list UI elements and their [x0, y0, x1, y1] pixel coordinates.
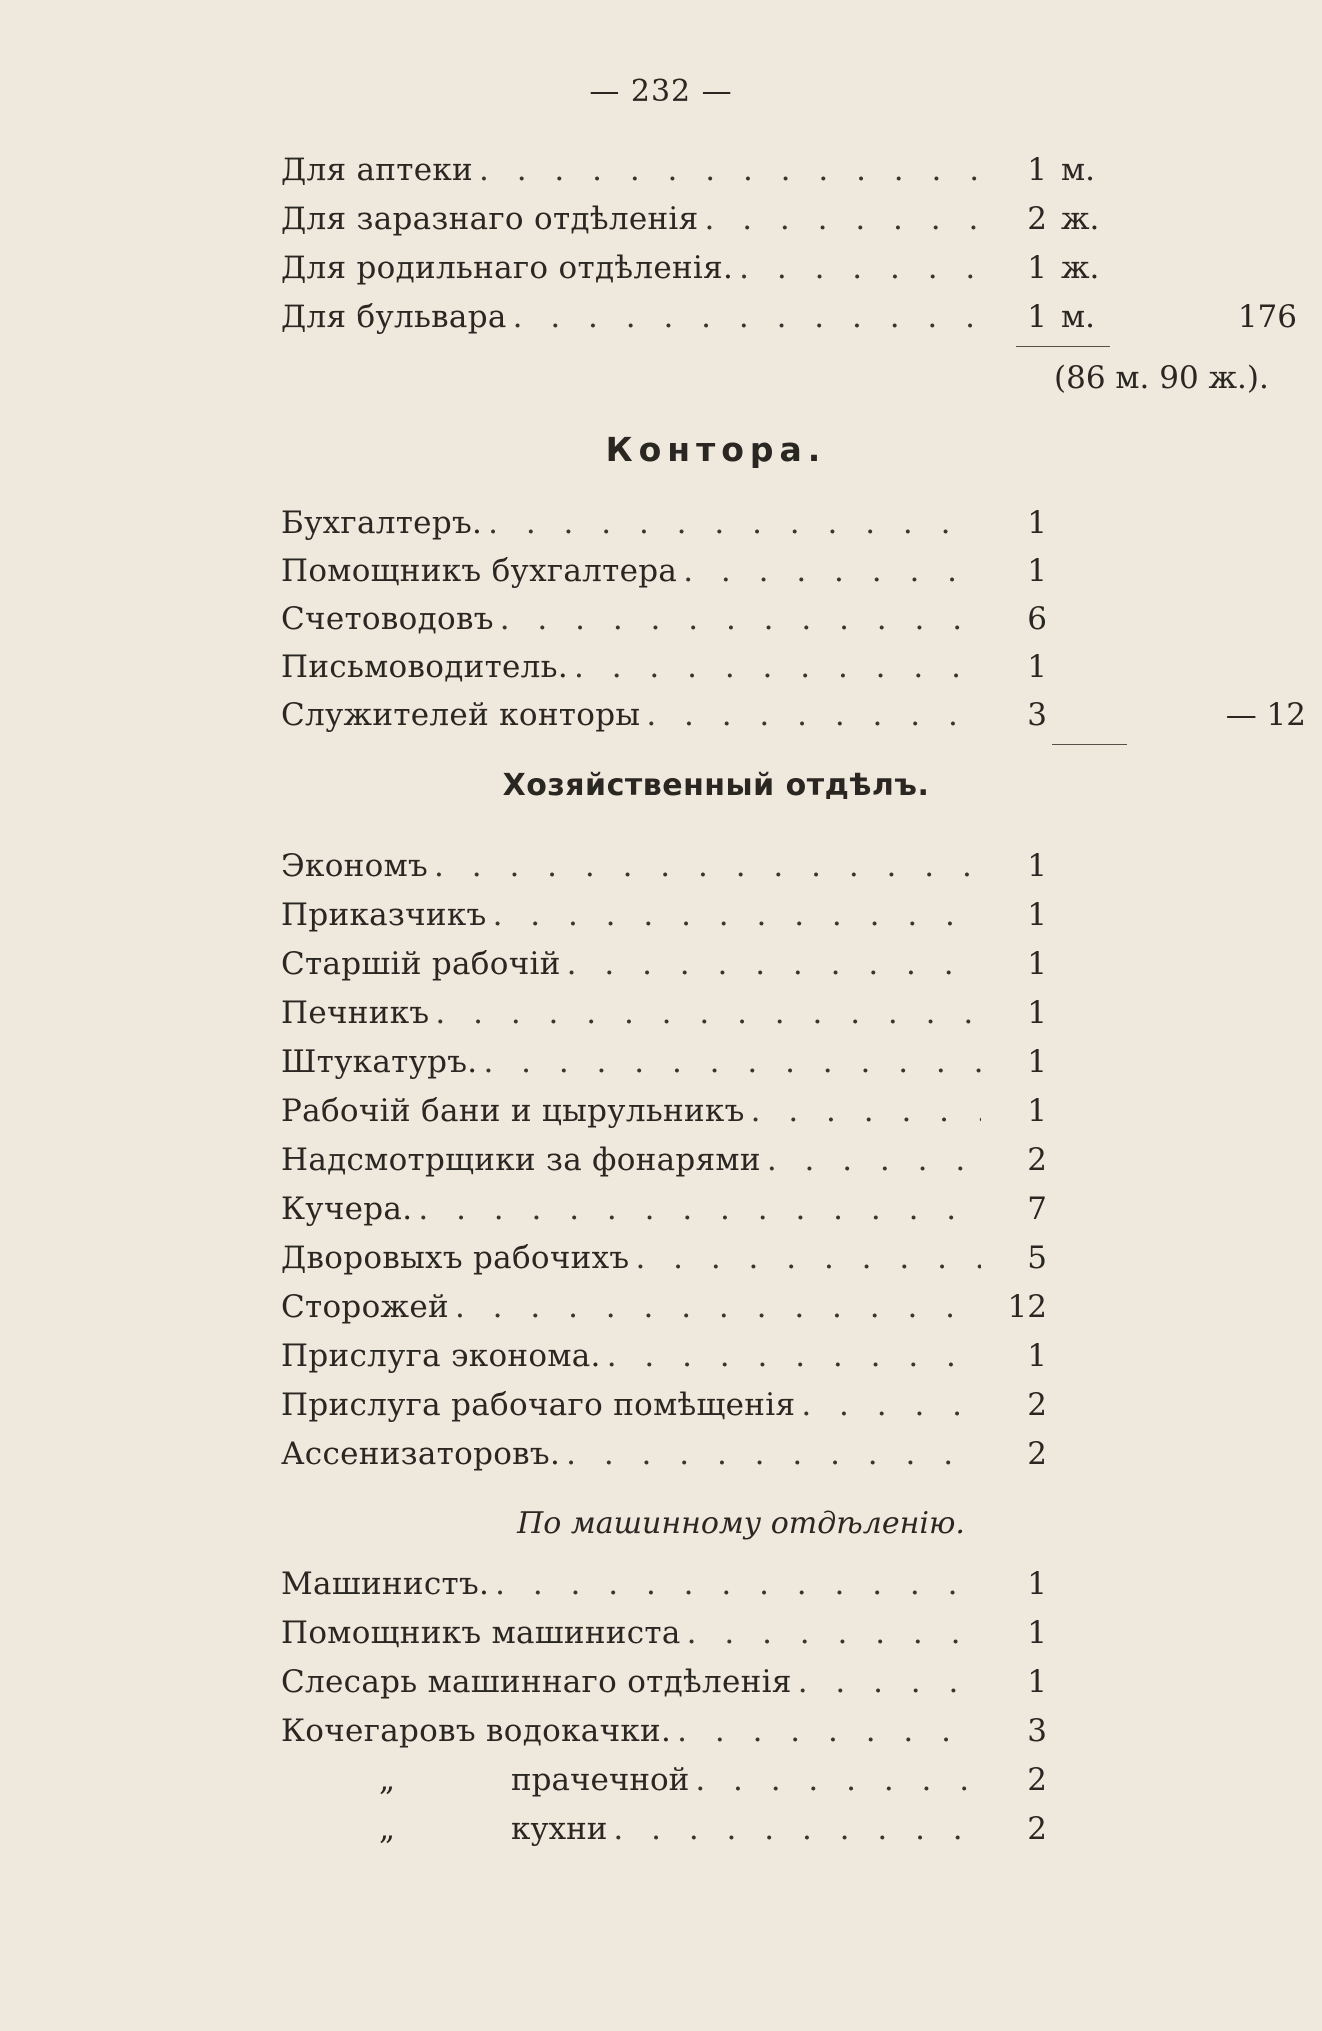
- item-label: кухни: [511, 1811, 608, 1847]
- list-item: [281, 299, 1297, 345]
- leader-dots: [479, 152, 981, 188]
- item-label: Прислуга эконома.: [281, 1338, 601, 1374]
- leader-dots: [683, 553, 981, 589]
- item-value: 1: [1027, 848, 1047, 884]
- page-number: — 232 —: [589, 74, 733, 109]
- leader-dots: [488, 505, 981, 541]
- leader-dots: [687, 1615, 981, 1651]
- list-item: [281, 1713, 1121, 1759]
- item-value: 2: [1027, 1436, 1047, 1472]
- item-value: 1: [1027, 897, 1047, 933]
- leader-dots: [513, 299, 981, 335]
- item-value: 2: [1027, 1811, 1047, 1847]
- item-value: 2: [1027, 201, 1047, 237]
- section-heading-khoz: Хозяйственный отдѣлъ.: [502, 768, 930, 803]
- item-value: 1: [1027, 995, 1047, 1031]
- item-label: Счетоводовъ: [281, 601, 494, 637]
- item-label: прачечной: [511, 1762, 690, 1798]
- leader-dots: [798, 1664, 981, 1700]
- leader-dots: [801, 1387, 981, 1423]
- item-label: Рабочій бани и цырульникъ: [281, 1093, 745, 1129]
- item-label: Штукатуръ.: [281, 1044, 478, 1080]
- list-item: [281, 1811, 1121, 1857]
- leader-dots: [646, 697, 981, 733]
- list-item: [281, 995, 1121, 1041]
- item-label: Помощникъ машиниста: [281, 1615, 681, 1651]
- item-value: 6: [1027, 601, 1047, 637]
- leader-dots: [767, 1142, 981, 1178]
- leader-dots: [751, 1093, 981, 1129]
- list-item: [281, 1387, 1121, 1433]
- leader-dots: [567, 946, 981, 982]
- item-unit: ж.: [1061, 201, 1100, 237]
- item-value: 1: [1027, 1664, 1047, 1700]
- list-item: [281, 697, 1306, 743]
- leader-dots: [493, 897, 981, 933]
- total-note: (86 м. 90 ж.).: [1054, 360, 1269, 396]
- item-label: Слесарь машиннаго отдѣленія: [281, 1664, 792, 1700]
- subtotal-rule: [1052, 744, 1127, 745]
- item-label: Надсмотрщики за фонарями: [281, 1142, 761, 1178]
- list-item: [281, 1240, 1121, 1286]
- ditto-mark: „: [379, 1762, 396, 1798]
- leader-dots: [435, 995, 981, 1031]
- item-label: Служителей конторы: [281, 697, 641, 733]
- list-item: [281, 601, 1121, 647]
- item-value: 1: [1027, 1093, 1047, 1129]
- list-item: [281, 946, 1121, 992]
- leader-dots: [695, 1762, 981, 1798]
- leader-dots: [635, 1240, 981, 1276]
- list-item: [281, 1338, 1121, 1384]
- leader-dots: [434, 848, 981, 884]
- item-label: Приказчикъ: [281, 897, 487, 933]
- item-label: Для бульвара: [281, 299, 507, 335]
- item-value: 1: [1027, 152, 1047, 188]
- leader-dots: [495, 1566, 981, 1602]
- item-value: 1: [1027, 1566, 1047, 1602]
- item-value: 1: [1027, 1044, 1047, 1080]
- item-label: Старшій рабочій: [281, 946, 561, 982]
- list-item: [281, 1191, 1121, 1237]
- item-label: Ассенизаторовъ.: [281, 1436, 561, 1472]
- list-item: [281, 1044, 1121, 1090]
- item-label: Печникъ: [281, 995, 430, 1031]
- list-item: [281, 152, 1121, 198]
- leader-dots: [483, 1044, 981, 1080]
- leader-dots: [739, 250, 981, 286]
- item-label: Кочегаровъ водокачки.: [281, 1713, 672, 1749]
- list-item: [281, 1762, 1121, 1808]
- leader-dots: [677, 1713, 981, 1749]
- item-label: Для аптеки: [281, 152, 473, 188]
- item-label: Для родильнаго отдѣленія.: [281, 250, 734, 286]
- list-item: [281, 1566, 1121, 1612]
- item-value: 1: [1027, 553, 1047, 589]
- item-value: 1: [1027, 946, 1047, 982]
- section-heading-kontora: Контора.: [605, 430, 827, 469]
- list-item: [281, 848, 1121, 894]
- item-value: 1: [1027, 1338, 1047, 1374]
- item-value: 7: [1027, 1191, 1047, 1227]
- item-value: 1: [1027, 1615, 1047, 1651]
- subtotal-value: 176: [1237, 299, 1297, 335]
- list-item: [281, 201, 1121, 247]
- leader-dots: [500, 601, 981, 637]
- item-value: 2: [1027, 1387, 1047, 1423]
- item-unit: м.: [1061, 152, 1095, 188]
- item-value: 2: [1027, 1762, 1047, 1798]
- item-label: Сторожей: [281, 1289, 449, 1325]
- item-value: 3: [1027, 697, 1047, 733]
- list-item: [281, 1289, 1121, 1335]
- list-item: [281, 1093, 1121, 1139]
- leader-dots: [613, 1811, 981, 1847]
- list-item: [281, 1142, 1121, 1188]
- item-value: 12: [1007, 1289, 1047, 1325]
- item-value: 1: [1027, 299, 1047, 335]
- leader-dots: [607, 1338, 981, 1374]
- item-label: Для заразнаго отдѣленія: [281, 201, 699, 237]
- list-item: [281, 1436, 1121, 1482]
- list-item: [281, 505, 1121, 551]
- subtotal-rule: [1016, 346, 1110, 347]
- leader-dots: [418, 1191, 981, 1227]
- section-heading-mash: По машинному отдѣленію.: [517, 1506, 965, 1541]
- item-label: Письмоводитель.: [281, 649, 568, 685]
- list-item: [281, 649, 1121, 695]
- list-item: [281, 897, 1121, 943]
- item-unit: ж.: [1061, 250, 1100, 286]
- list-item: [281, 1664, 1121, 1710]
- item-label: Экономъ: [281, 848, 429, 884]
- item-label: Помощникъ бухгалтера: [281, 553, 678, 589]
- ditto-mark: „: [379, 1811, 396, 1847]
- item-value: 1: [1027, 505, 1047, 541]
- item-value: 5: [1027, 1240, 1047, 1276]
- leader-dots: [455, 1289, 981, 1325]
- list-item: [281, 1615, 1121, 1661]
- item-label: Машинистъ.: [281, 1566, 490, 1602]
- subtotal-value: — 12: [1225, 697, 1306, 733]
- item-value: 1: [1027, 250, 1047, 286]
- item-label: Дворовыхъ рабочихъ: [281, 1240, 630, 1276]
- item-label: Кучера.: [281, 1191, 413, 1227]
- leader-dots: [574, 649, 981, 685]
- list-item: [281, 250, 1121, 296]
- leader-dots: [566, 1436, 981, 1472]
- item-value: 2: [1027, 1142, 1047, 1178]
- item-label: Бухгалтеръ.: [281, 505, 483, 541]
- item-label: Прислуга рабочаго помѣщенія: [281, 1387, 796, 1423]
- item-value: 1: [1027, 649, 1047, 685]
- item-value: 3: [1027, 1713, 1047, 1749]
- leader-dots: [705, 201, 982, 237]
- item-unit: м.: [1061, 299, 1095, 335]
- list-item: [281, 553, 1121, 599]
